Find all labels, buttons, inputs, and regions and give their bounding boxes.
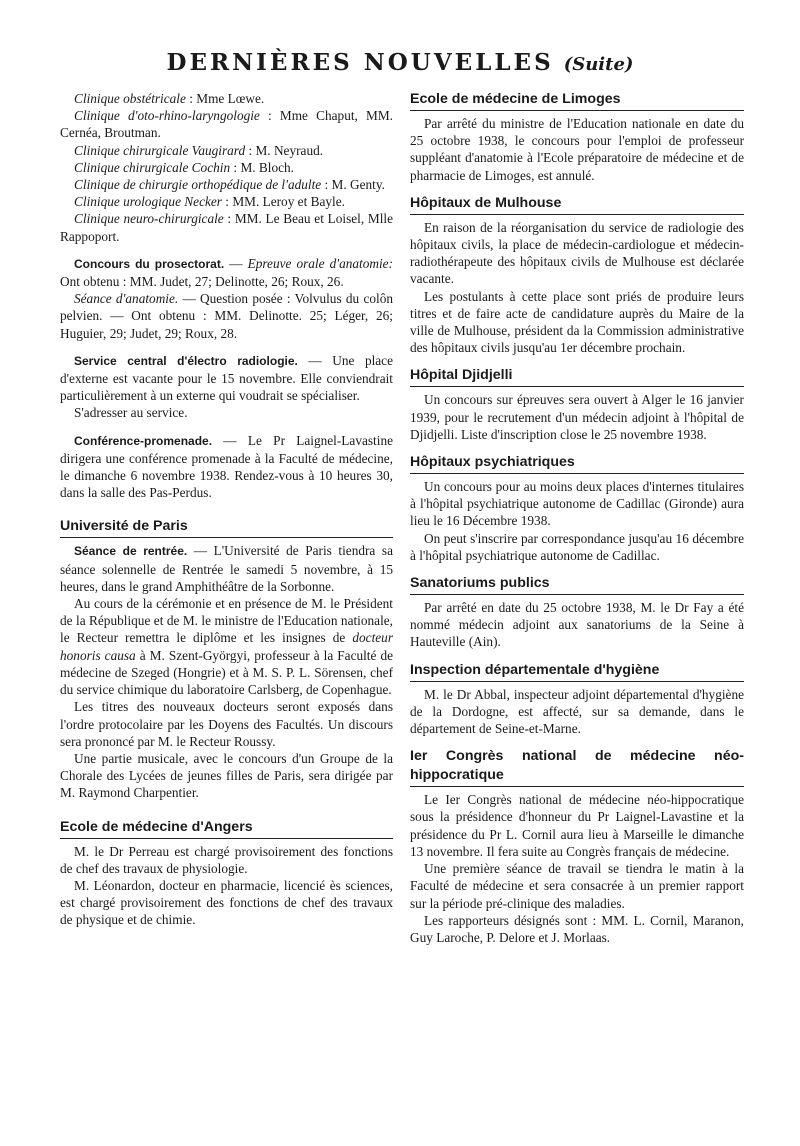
radiologie-paragraph: Service central d'électro radiologie. — Une place d'externe est vacante pour le 15 novembre. Elle conviendrait particulièrement à un externe qui voudrait se spécialiser.	[60, 352, 393, 404]
angers-paragraph: M. le Dr Perreau est chargé provisoirement des fonctions de chef des travaux de physiologie.	[60, 843, 393, 876]
section-heading: Hôpital Djidjelli	[410, 366, 744, 387]
congres-paragraph: Les rapporteurs désignés sont : MM. L. Cornil, Maranon, Guy Laroche, P. Delore et J. Morlaas.	[410, 912, 744, 945]
section-heading: Ecole de médecine de Limoges	[410, 90, 744, 111]
title-text: DERNIÈRES NOUVELLES	[166, 49, 554, 76]
clinic-entry: Clinique d'oto-rhino-laryngologie : Mme Chaput, MM. Cernéa, Broutman.	[60, 108, 394, 141]
psychiatriques-paragraph: Un concours pour au moins deux places d'internes titulaires à l'hôpital psychiatrique autonome de Cadillac (Gironde) aura lieu le 16 Décembre 1938.	[410, 479, 744, 529]
clinic-entry: Clinique chirurgicale Cochin : M. Bloch.	[74, 159, 295, 175]
djidjelli-section	[410, 366, 744, 443]
seance-paragraph: Séance d'anatomie. — Question posée : Volvulus du colôn pelvien. — Ont obtenu : MM. Delinotte. 25; Léger, 26; Huguier, 29; Judet, 29; Roux, 28.	[60, 291, 393, 341]
angers-paragraph: M. Léonardon, docteur en pharmacie, licencié ès sciences, est chargé provisoirement des fonctions de chef des travaux de physique et de chimie.	[60, 877, 393, 928]
congres-paragraph: Le Ier Congrès national de médecine néo-hippocratique sous la présidence d'honneur du Pr Laignel-Lavastine et la présidence du Pr L. Cornil aura lieu à Marseille le dimanche 13 novembre. Il fera suite au Congrès français de médecine.	[410, 792, 744, 859]
clinic-entry: Clinique neuro-chirurgicale : MM. Le Beau et Loisel, Mlle Rappoport.	[60, 211, 393, 244]
prosectorat-paragraph: Concours du prosectorat. — Epreuve orale d'anatomie: Ont obtenu : MM. Judet, 27; Delinotte, 26; Roux, 26.	[60, 255, 393, 290]
section-heading: Inspection départementale d'hygiène	[410, 661, 744, 682]
left-column	[60, 90, 393, 929]
limoges-paragraph: Par arrêté du ministre de l'Education nationale en date du 25 octobre 1938, le concours pour l'emploi de professeur suppléant d'anatomie à l'Ecole préparatoire de médecine et de pharmacie de Limoges, est annulé.	[410, 116, 744, 183]
section-heading: Sanatoriums publics	[410, 574, 744, 595]
congres-section	[410, 747, 744, 946]
clinic-entry: Clinique obstétricale : Mme Lœwe.	[74, 91, 265, 106]
section-heading: Hôpitaux de Mulhouse	[410, 194, 744, 215]
section-heading: Ecole de médecine d'Angers	[60, 818, 393, 839]
angers-section	[60, 818, 393, 929]
right-column	[410, 90, 744, 946]
universite-paragraph: Une partie musicale, avec le concours d'un Groupe de la Chorale des Lycées de jeunes filles de Paris, sera dirigée par M. Raymond Charpentier.	[60, 750, 393, 801]
radiologie-paragraph-2: S'adresser au service.	[74, 405, 188, 421]
title-suite: (Suite)	[563, 54, 634, 75]
psychiatriques-section	[410, 453, 744, 564]
prosectorat-section	[60, 255, 393, 342]
clinic-list	[60, 90, 393, 245]
inspection-paragraph: M. le Dr Abbal, inspecteur adjoint départemental d'hygiène de la Dordogne, est affecté, sur sa demande, dans le département de Seine-et-Marne.	[410, 686, 744, 737]
universite-paragraph: Les titres des nouveaux docteurs seront exposés dans l'ordre protocolaire par les Doyens des Facultés. Un discours sera prononcé par M. le Recteur Roussy.	[60, 699, 393, 749]
clinic-entry: Clinique chirurgicale Vaugirard : M. Neyraud.	[74, 142, 324, 158]
mulhouse-paragraph: En raison de la réorganisation du service de radiologie des hôpitaux civils, la place de médecin-cardiologue et médecin-radiothérapeute des hôpitaux civils de Mulhouse est déclarée vacante.	[410, 219, 744, 287]
universite-paragraph: Au cours de la cérémonie et en présence de M. le Président de la République et de M. le ministre de l'Education nationale, le Recteur remettra le diplôme et les insignes de docteur honoris causa à M. Szent-Györgyi, professeur à la Faculté de médecine de Szeged (Hongrie) et à M. S. P. L. Sörensen, chef du service chimique du laboratoire Carlsberg, de Copenhague.	[60, 596, 393, 698]
inspection-section	[410, 661, 744, 738]
djidjelli-paragraph: Un concours sur épreuves sera ouvert à Alger le 16 janvier 1939, pour le recrutement d'un médecin adjoint à l'hôpital de Djidjelli. Liste d'inscription close le 25 novembre 1938.	[410, 392, 744, 442]
universite-section	[60, 517, 393, 801]
page-title	[0, 49, 800, 76]
limoges-section	[410, 90, 744, 184]
mulhouse-section	[410, 194, 744, 357]
psychiatriques-paragraph: On peut s'inscrire par correspondance jusqu'au 16 décembre à l'hôpital psychiatrique autonome de Cadillac.	[410, 530, 744, 563]
clinic-entry: Clinique de chirurgie orthopédique de l'adulte : M. Genty.	[74, 177, 385, 193]
section-heading: Ier Congrès national de médecine néo-hippocratique	[410, 747, 744, 787]
conference-paragraph: Conférence-promenade. — Le Pr Laignel-Lavastine dirigera une conférence promenade à la Faculté de médecine, le dimanche 6 novembre 1938. Rendez-vous à 10 heures 30, dans la salle des Pas-Perdus.	[60, 432, 393, 501]
mulhouse-paragraph: Les postulants à cette place sont priés de produire leurs titres et de faire acte de candidature auprès du Maire de la ville de Mulhouse, président da la Commission administrative des hôpitaux civils jusqu'au 1er décembre prochain.	[410, 288, 744, 356]
conference-section	[60, 432, 393, 502]
congres-paragraph: Une première séance de travail se tiendra le matin à la Faculté de médecine et sera consacrée à un premier rapport sur la période pré-clinique des maladies.	[410, 861, 744, 911]
clinic-entry: Clinique urologique Necker : MM. Leroy et Bayle.	[74, 194, 345, 210]
universite-paragraph: Séance de rentrée. — L'Université de Paris tiendra sa séance solennelle de Rentrée le samedi 5 novembre, à 15 heures, dans le grand Amphithéâtre de la Sorbonne.	[60, 543, 393, 594]
section-heading: Université de Paris	[60, 517, 393, 538]
section-heading: Hôpitaux psychiatriques	[410, 453, 744, 474]
radiologie-section	[60, 352, 393, 422]
sanatoriums-section	[410, 574, 744, 651]
sanatoriums-paragraph: Par arrêté en date du 25 octobre 1938, M. le Dr Fay a été nommé médecin adjoint aux sanatoriums de la Seine à Hauteville (Ain).	[410, 600, 744, 650]
